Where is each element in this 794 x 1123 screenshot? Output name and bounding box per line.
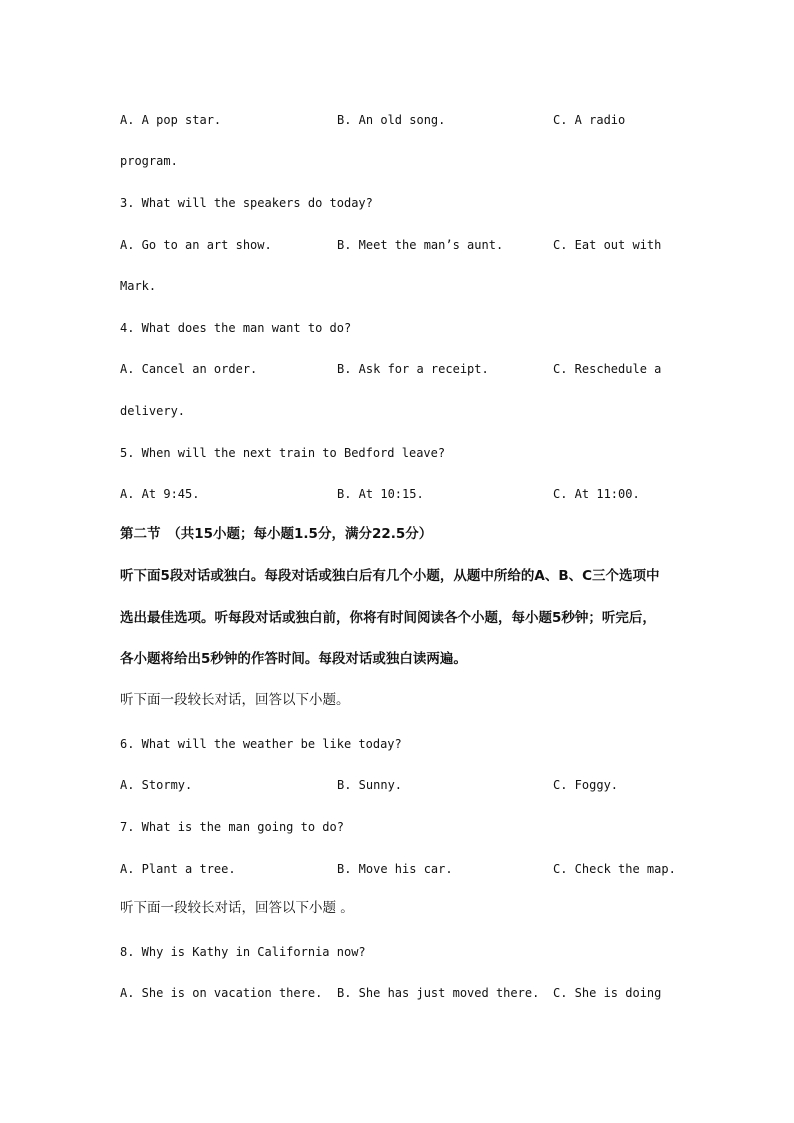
q4-option-c[interactable]: C. Reschedule a	[553, 362, 662, 376]
q6-option-b[interactable]: B. Sunny.	[337, 778, 403, 792]
q7-option-b[interactable]: B. Move his car.	[337, 862, 453, 876]
q3-option-b[interactable]: B. Meet the man’s aunt.	[337, 238, 504, 252]
q2-option-c-continued: program.	[120, 154, 178, 168]
q3-option-c-continued: Mark.	[120, 279, 157, 293]
q5-option-a[interactable]: A. At 9:45.	[120, 487, 200, 501]
q7-question: 7. What is the man going to do?	[120, 820, 344, 834]
section-heading: 第二节 （共15小题；每小题1.5分，满分22.5分）	[120, 526, 433, 542]
q8-question: 8. Why is Kathy in California now?	[120, 945, 366, 959]
q7-option-a[interactable]: A. Plant a tree.	[120, 862, 236, 876]
q3-option-c[interactable]: C. Eat out with	[553, 238, 662, 252]
q4-option-b[interactable]: B. Ask for a receipt.	[337, 362, 489, 376]
q8-option-b[interactable]: B. She has just moved there.	[337, 986, 540, 1000]
q2-option-c[interactable]: C. A radio	[553, 113, 626, 127]
q4-option-c-continued: delivery.	[120, 404, 186, 418]
q3-option-a[interactable]: A. Go to an art show.	[120, 238, 272, 252]
q4-question: 4. What does the man want to do?	[120, 321, 352, 335]
instructions-line-1: 听下面5段对话或独白。每段对话或独白后有几个小题，从题中所给的A、B、C三个选项中	[120, 568, 660, 584]
dialogue-intro-1: 听下面一段较长对话，回答以下小题。	[120, 692, 350, 708]
instructions-line-3: 各小题将给出5秒钟的作答时间。每段对话或独白读两遍。	[120, 651, 467, 667]
q6-option-a[interactable]: A. Stormy.	[120, 778, 193, 792]
q6-question: 6. What will the weather be like today?	[120, 737, 402, 751]
q7-option-c[interactable]: C. Check the map.	[553, 862, 676, 876]
q3-question: 3. What will the speakers do today?	[120, 196, 373, 210]
q4-option-a[interactable]: A. Cancel an order.	[120, 362, 258, 376]
q5-question: 5. When will the next train to Bedford leave?	[120, 446, 446, 460]
q6-option-c[interactable]: C. Foggy.	[553, 778, 619, 792]
q8-option-c[interactable]: C. She is doing	[553, 986, 662, 1000]
instructions-line-2: 选出最佳选项。听每段对话或独白前，你将有时间阅读各个小题，每小题5秒钟；听完后，	[120, 610, 656, 626]
q8-option-a[interactable]: A. She is on vacation there.	[120, 986, 323, 1000]
dialogue-intro-2: 听下面一段较长对话，回答以下小题 。	[120, 900, 354, 916]
q5-option-c[interactable]: C. At 11:00.	[553, 487, 640, 501]
q5-option-b[interactable]: B. At 10:15.	[337, 487, 424, 501]
q2-option-b[interactable]: B. An old song.	[337, 113, 446, 127]
q2-option-a[interactable]: A. A pop star.	[120, 113, 222, 127]
